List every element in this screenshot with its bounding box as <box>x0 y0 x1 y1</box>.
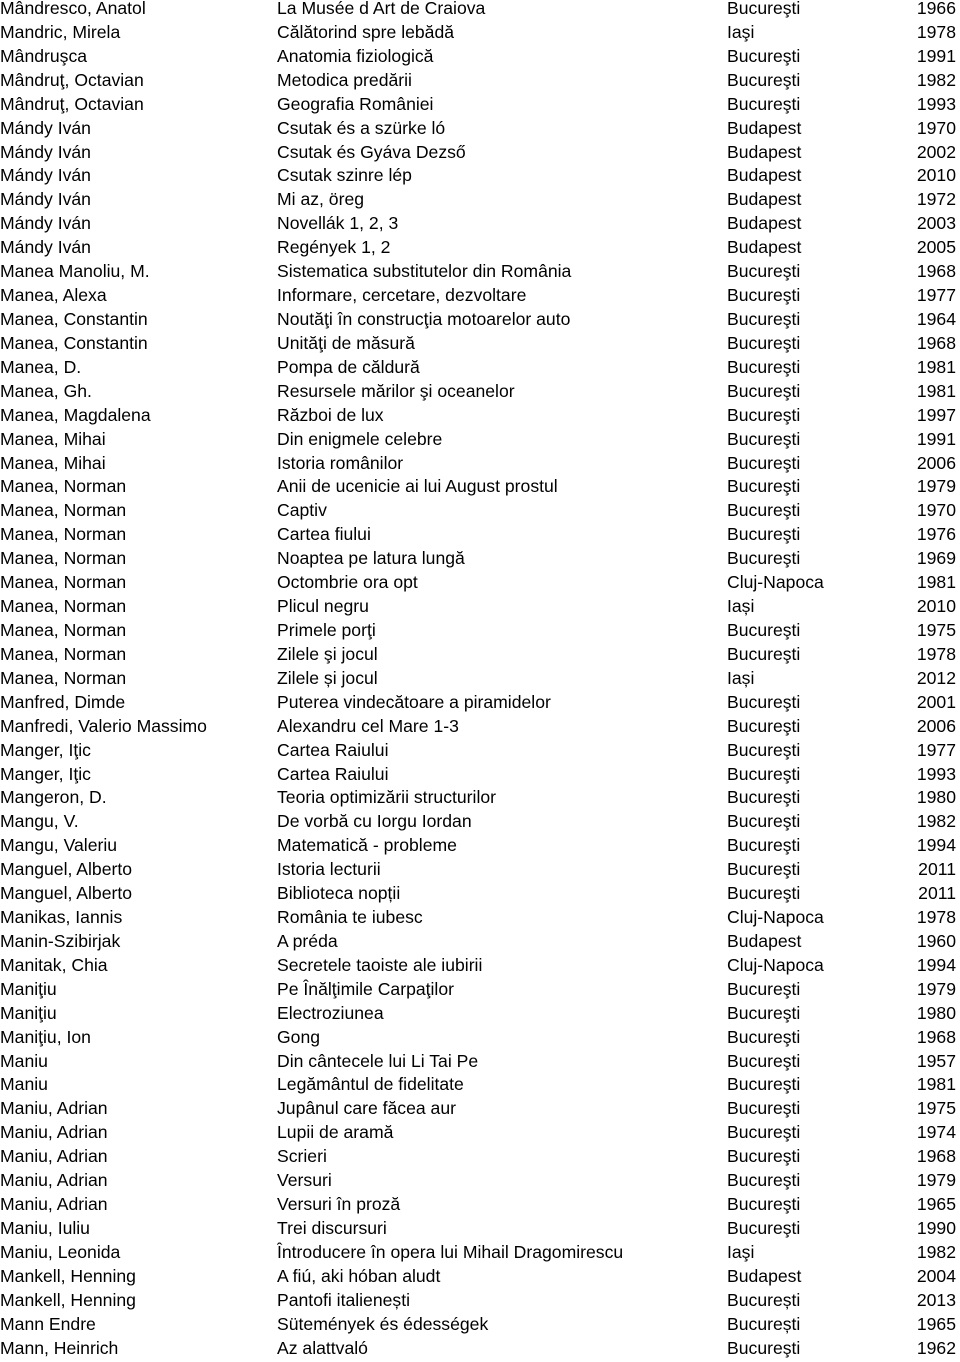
city-cell: Bucureşti <box>727 332 801 353</box>
author-cell: Manea, Magdalena <box>0 404 151 425</box>
city-cell: Bucureşti <box>727 643 801 664</box>
author-cell: Maniu, Adrian <box>0 1146 108 1167</box>
author-cell: Mankell, Henning <box>0 1289 136 1310</box>
author-cell: Mândruşca <box>0 45 88 66</box>
table-row <box>0 1050 960 1074</box>
title-cell: Scrieri <box>277 1146 327 1167</box>
city-cell: Budapest <box>727 930 802 951</box>
table-row <box>0 523 960 547</box>
title-cell: A préda <box>277 930 338 951</box>
city-cell: Bucureşti <box>727 1050 801 1071</box>
city-cell: Bucureşti <box>727 45 801 66</box>
year-cell: 1991 <box>916 45 956 66</box>
table-row <box>0 954 960 978</box>
year-cell: 2010 <box>916 596 956 617</box>
table-row <box>0 332 960 356</box>
author-cell: Manger, Iţic <box>0 763 91 784</box>
title-cell: Noutăţi în construcţia motoarelor auto <box>277 308 571 329</box>
table-row <box>0 404 960 428</box>
title-cell: Istoria românilor <box>277 452 404 473</box>
table-row <box>0 380 960 404</box>
city-cell: Bucureşti <box>727 428 801 449</box>
author-cell: Manfredi, Valerio Massimo <box>0 715 207 736</box>
title-cell: De vorbă cu Iorgu Iordan <box>277 811 472 832</box>
title-cell: Istoria lecturii <box>277 859 381 880</box>
table-row <box>0 1265 960 1289</box>
year-cell: 1968 <box>916 261 956 282</box>
title-cell: Alexandru cel Mare 1-3 <box>277 715 459 736</box>
year-cell: 1974 <box>916 1122 956 1143</box>
city-cell: Bucureşti <box>727 1122 801 1143</box>
title-cell: Resursele mărilor şi oceanelor <box>277 380 515 401</box>
city-cell: Iaşi <box>727 1241 755 1262</box>
author-cell: Manguel, Alberto <box>0 859 133 880</box>
table-row <box>0 93 960 117</box>
table-row <box>0 356 960 380</box>
author-cell: Manea, Norman <box>0 524 127 545</box>
title-cell: Mi az, öreg <box>277 189 365 210</box>
author-cell: Maniu, Leonida <box>0 1241 121 1262</box>
city-cell: Cluj-Napoca <box>727 907 824 928</box>
author-cell: Mangu, Valeriu <box>0 835 118 856</box>
author-cell: Maniţiu <box>0 1002 57 1023</box>
author-cell: Manea, Norman <box>0 596 127 617</box>
year-cell: 1975 <box>916 1098 956 1119</box>
author-cell: Manea, Norman <box>0 643 127 664</box>
table-row <box>0 786 960 810</box>
title-cell: România te iubesc <box>277 907 423 928</box>
title-cell: Întroducere în opera lui Mihail Dragomirescu <box>277 1241 624 1262</box>
year-cell: 1994 <box>916 954 956 975</box>
year-cell: 1977 <box>916 739 956 760</box>
title-cell: Gong <box>277 1026 321 1047</box>
year-cell: 1979 <box>916 1170 956 1191</box>
author-cell: Manikas, Iannis <box>0 907 123 928</box>
table-row <box>0 212 960 236</box>
city-cell: Bucureşti <box>727 500 801 521</box>
title-cell: Csutak és Gyáva Dezső <box>277 141 466 162</box>
author-cell: Manea, Constantin <box>0 308 148 329</box>
year-cell: 1972 <box>916 189 956 210</box>
title-cell: Csutak és a szürke ló <box>277 117 446 138</box>
title-cell: Novellák 1, 2, 3 <box>277 213 399 234</box>
table-row <box>0 1073 960 1097</box>
city-cell: Budapest <box>727 213 802 234</box>
title-cell: Noaptea pe latura lungă <box>277 548 465 569</box>
author-cell: Manea Manoliu, M. <box>0 261 150 282</box>
year-cell: 2003 <box>916 213 956 234</box>
table-row <box>0 499 960 523</box>
title-cell: Geografia României <box>277 93 434 114</box>
city-cell: Iași <box>727 667 755 688</box>
table-row <box>0 906 960 930</box>
table-row <box>0 667 960 691</box>
city-cell: Cluj-Napoca <box>727 954 824 975</box>
title-cell: Puterea vindecătoare a piramidelor <box>277 691 551 712</box>
year-cell: 1981 <box>916 572 956 593</box>
year-cell: 1957 <box>916 1050 956 1071</box>
table-row <box>0 1026 960 1050</box>
table-row <box>0 691 960 715</box>
table-row <box>0 834 960 858</box>
title-cell: Război de lux <box>277 404 384 425</box>
table-row <box>0 69 960 93</box>
title-cell: Cartea fiului <box>277 524 371 545</box>
title-cell: Sistematica substitutelor din România <box>277 261 572 282</box>
table-row <box>0 260 960 284</box>
city-cell: Bucureşti <box>727 1002 801 1023</box>
author-cell: Maniu <box>0 1074 48 1095</box>
year-cell: 1968 <box>916 332 956 353</box>
author-cell: Maniţiu, Ion <box>0 1026 91 1047</box>
table-row <box>0 547 960 571</box>
author-cell: Mangeron, D. <box>0 787 107 808</box>
year-cell: 2001 <box>916 691 956 712</box>
year-cell: 1970 <box>916 500 956 521</box>
table-row <box>0 858 960 882</box>
city-cell: Bucureşti <box>727 0 801 18</box>
city-cell: Cluj-Napoca <box>727 572 824 593</box>
title-cell: Biblioteca nopții <box>277 883 401 904</box>
city-cell: Bucureşti <box>727 1074 801 1095</box>
author-cell: Mândruţ, Octavian <box>0 93 144 114</box>
title-cell: Lupii de aramă <box>277 1122 394 1143</box>
table-row <box>0 619 960 643</box>
table-row <box>0 1193 960 1217</box>
title-cell: Cartea Raiului <box>277 739 389 760</box>
title-cell: Sütemények és édességek <box>277 1313 489 1334</box>
table-row <box>0 978 960 1002</box>
city-cell: Bucureşti <box>727 835 801 856</box>
city-cell: București <box>727 1313 801 1334</box>
year-cell: 1977 <box>916 285 956 306</box>
city-cell: Bucureşti <box>727 476 801 497</box>
year-cell: 1991 <box>916 428 956 449</box>
table-row <box>0 882 960 906</box>
title-cell: Anatomia fiziologică <box>277 45 434 66</box>
title-cell: Primele porţi <box>277 619 376 640</box>
table-row <box>0 284 960 308</box>
city-cell: Bucureşti <box>727 739 801 760</box>
table-row <box>0 763 960 787</box>
title-cell: Pompa de căldură <box>277 356 420 377</box>
year-cell: 1993 <box>916 763 956 784</box>
table-row <box>0 1097 960 1121</box>
title-cell: Versuri <box>277 1170 332 1191</box>
author-cell: Maniu <box>0 1050 48 1071</box>
title-cell: Trei discursuri <box>277 1218 387 1239</box>
city-cell: Bucureşti <box>727 619 801 640</box>
city-cell: Iași <box>727 596 755 617</box>
year-cell: 1990 <box>916 1218 956 1239</box>
author-cell: Mandric, Mirela <box>0 21 121 42</box>
table-row <box>0 595 960 619</box>
table-row <box>0 21 960 45</box>
city-cell: Bucureşti <box>727 787 801 808</box>
year-cell: 1969 <box>916 548 956 569</box>
title-cell: Din enigmele celebre <box>277 428 443 449</box>
year-cell: 1982 <box>916 69 956 90</box>
city-cell: Bucureşti <box>727 356 801 377</box>
year-cell: 2012 <box>916 667 956 688</box>
year-cell: 2011 <box>918 859 956 880</box>
year-cell: 2010 <box>916 165 956 186</box>
author-cell: Manea, Norman <box>0 500 127 521</box>
table-row <box>0 45 960 69</box>
author-cell: Manin-Szibirjak <box>0 930 121 951</box>
table-row <box>0 1241 960 1265</box>
author-cell: Mann, Heinrich <box>0 1337 119 1358</box>
table-row <box>0 1121 960 1145</box>
table-row <box>0 1289 960 1313</box>
author-cell: Mándy Iván <box>0 117 91 138</box>
title-cell: Din cântecele lui Li Tai Pe <box>277 1050 479 1071</box>
author-cell: Manitak, Chia <box>0 954 108 975</box>
author-cell: Manea, D. <box>0 356 82 377</box>
city-cell: Bucureşti <box>727 859 801 880</box>
author-cell: Mándy Iván <box>0 165 91 186</box>
title-cell: Unităţi de măsură <box>277 332 415 353</box>
year-cell: 2006 <box>916 452 956 473</box>
author-cell: Manea, Norman <box>0 667 127 688</box>
year-cell: 1980 <box>916 787 956 808</box>
city-cell: Bucureşti <box>727 69 801 90</box>
title-cell: Captiv <box>277 500 327 521</box>
city-cell: Bucureşti <box>727 380 801 401</box>
city-cell: Bucureşti <box>727 978 801 999</box>
title-cell: Anii de ucenicie ai lui August prostul <box>277 476 558 497</box>
city-cell: Bucureşti <box>727 1194 801 1215</box>
table-row <box>0 236 960 260</box>
year-cell: 1965 <box>916 1313 956 1334</box>
table-row <box>0 0 960 21</box>
year-cell: 1978 <box>916 643 956 664</box>
year-cell: 2006 <box>916 715 956 736</box>
year-cell: 1966 <box>916 0 956 18</box>
city-cell: Budapest <box>727 165 802 186</box>
author-cell: Mankell, Henning <box>0 1265 136 1286</box>
table-row <box>0 739 960 763</box>
title-cell: Zilele şi jocul <box>277 643 378 664</box>
title-cell: Jupânul care făcea aur <box>277 1098 456 1119</box>
year-cell: 1981 <box>916 356 956 377</box>
author-cell: Manea, Alexa <box>0 285 107 306</box>
city-cell: Bucureşti <box>727 261 801 282</box>
city-cell: Bucureşti <box>727 1026 801 1047</box>
title-cell: Pe Înălţimile Carpaţilor <box>277 978 454 999</box>
year-cell: 1994 <box>916 835 956 856</box>
table-row <box>0 308 960 332</box>
author-cell: Mándy Iván <box>0 237 91 258</box>
table-row <box>0 141 960 165</box>
city-cell: Bucureşti <box>727 285 801 306</box>
author-cell: Manea, Norman <box>0 476 127 497</box>
title-cell: La Musée d Art de Craiova <box>277 0 486 18</box>
title-cell: Călătorind spre lebădă <box>277 21 455 42</box>
year-cell: 2011 <box>918 883 956 904</box>
city-cell: Bucureşti <box>727 452 801 473</box>
author-cell: Manfred, Dimde <box>0 691 126 712</box>
title-cell: Informare, cercetare, dezvoltare <box>277 285 527 306</box>
table-row <box>0 1217 960 1241</box>
author-cell: Manguel, Alberto <box>0 883 133 904</box>
year-cell: 1965 <box>916 1194 956 1215</box>
year-cell: 1981 <box>916 380 956 401</box>
city-cell: Budapest <box>727 189 802 210</box>
city-cell: Bucureşti <box>727 308 801 329</box>
year-cell: 1960 <box>916 930 956 951</box>
year-cell: 2005 <box>916 237 956 258</box>
table-row <box>0 1002 960 1026</box>
title-cell: Zilele și jocul <box>277 667 378 688</box>
author-cell: Manea, Mihai <box>0 452 106 473</box>
table-row <box>0 1313 960 1337</box>
city-cell: Budapest <box>727 237 802 258</box>
table-row <box>0 164 960 188</box>
title-cell: Electroziunea <box>277 1002 384 1023</box>
year-cell: 1970 <box>916 117 956 138</box>
year-cell: 1976 <box>916 524 956 545</box>
table-row <box>0 475 960 499</box>
year-cell: 1982 <box>916 1241 956 1262</box>
author-cell: Maniu, Adrian <box>0 1122 108 1143</box>
table-row <box>0 643 960 667</box>
author-cell: Mândresco, Anatol <box>0 0 146 18</box>
author-cell: Mándy Iván <box>0 189 91 210</box>
city-cell: Bucureşti <box>727 883 801 904</box>
table-row <box>0 428 960 452</box>
author-cell: Manea, Norman <box>0 548 127 569</box>
city-cell: Bucureşti <box>727 715 801 736</box>
city-cell: Bucureşti <box>727 1146 801 1167</box>
title-cell: Csutak szinre lép <box>277 165 412 186</box>
author-cell: Mândruţ, Octavian <box>0 69 144 90</box>
year-cell: 1978 <box>916 21 956 42</box>
city-cell: Bucureşti <box>727 691 801 712</box>
table-row <box>0 1145 960 1169</box>
title-cell: Az alattvaló <box>277 1337 368 1358</box>
city-cell: Bucureşti <box>727 93 801 114</box>
city-cell: Bucureşti <box>727 1218 801 1239</box>
city-cell: Budapest <box>727 1265 802 1286</box>
year-cell: 1964 <box>916 308 956 329</box>
author-cell: Maniu, Iuliu <box>0 1218 90 1239</box>
author-cell: Maniu, Adrian <box>0 1170 108 1191</box>
city-cell: Bucureşti <box>727 524 801 545</box>
title-cell: Pantofi italienești <box>277 1289 411 1310</box>
author-cell: Manea, Mihai <box>0 428 106 449</box>
table-row <box>0 452 960 476</box>
author-cell: Mann Endre <box>0 1313 96 1334</box>
city-cell: Bucureşti <box>727 1098 801 1119</box>
author-cell: Manea, Constantin <box>0 332 148 353</box>
title-cell: Cartea Raiului <box>277 763 389 784</box>
author-cell: Maniu, Adrian <box>0 1194 108 1215</box>
year-cell: 1968 <box>916 1146 956 1167</box>
title-cell: Octombrie ora opt <box>277 572 418 593</box>
year-cell: 2004 <box>916 1265 956 1286</box>
author-cell: Mangu, V. <box>0 811 79 832</box>
year-cell: 1997 <box>916 404 956 425</box>
table-row <box>0 1169 960 1193</box>
author-cell: Manea, Gh. <box>0 380 92 401</box>
year-cell: 2013 <box>916 1289 956 1310</box>
year-cell: 1993 <box>916 93 956 114</box>
title-cell: Plicul negru <box>277 596 369 617</box>
author-cell: Mándy Iván <box>0 213 91 234</box>
year-cell: 1975 <box>916 619 956 640</box>
title-cell: Metodica predării <box>277 69 412 90</box>
title-cell: Matematică - probleme <box>277 835 457 856</box>
table-row <box>0 810 960 834</box>
author-cell: Maniţiu <box>0 978 57 999</box>
author-cell: Manea, Norman <box>0 572 127 593</box>
author-cell: Maniu, Adrian <box>0 1098 108 1119</box>
year-cell: 1962 <box>916 1337 956 1358</box>
author-cell: Manea, Norman <box>0 619 127 640</box>
title-cell: Teoria optimizării structurilor <box>277 787 497 808</box>
year-cell: 1968 <box>916 1026 956 1047</box>
table-row <box>0 188 960 212</box>
year-cell: 1981 <box>916 1074 956 1095</box>
city-cell: Budapest <box>727 141 802 162</box>
year-cell: 1982 <box>916 811 956 832</box>
title-cell: Legământul de fidelitate <box>277 1074 464 1095</box>
city-cell: Bucureşti <box>727 404 801 425</box>
city-cell: Budapest <box>727 117 802 138</box>
table-row <box>0 1337 960 1361</box>
title-cell: Versuri în proză <box>277 1194 401 1215</box>
year-cell: 2002 <box>916 141 956 162</box>
table-row <box>0 117 960 141</box>
city-cell: Bucureşti <box>727 548 801 569</box>
city-cell: Bucureşti <box>727 1337 801 1358</box>
title-cell: Regények 1, 2 <box>277 237 391 258</box>
city-cell: Iaşi <box>727 21 755 42</box>
city-cell: Bucureşti <box>727 1170 801 1191</box>
table-row <box>0 715 960 739</box>
year-cell: 1979 <box>916 978 956 999</box>
table-row <box>0 930 960 954</box>
year-cell: 1979 <box>916 476 956 497</box>
year-cell: 1978 <box>916 907 956 928</box>
author-cell: Manger, Iţic <box>0 739 91 760</box>
city-cell: București <box>727 1289 801 1310</box>
table-row <box>0 571 960 595</box>
title-cell: Secretele taoiste ale iubirii <box>277 954 483 975</box>
year-cell: 1980 <box>916 1002 956 1023</box>
author-cell: Mándy Iván <box>0 141 91 162</box>
city-cell: Bucureşti <box>727 811 801 832</box>
title-cell: A fiú, aki hóban aludt <box>277 1265 441 1286</box>
city-cell: Bucureşti <box>727 763 801 784</box>
